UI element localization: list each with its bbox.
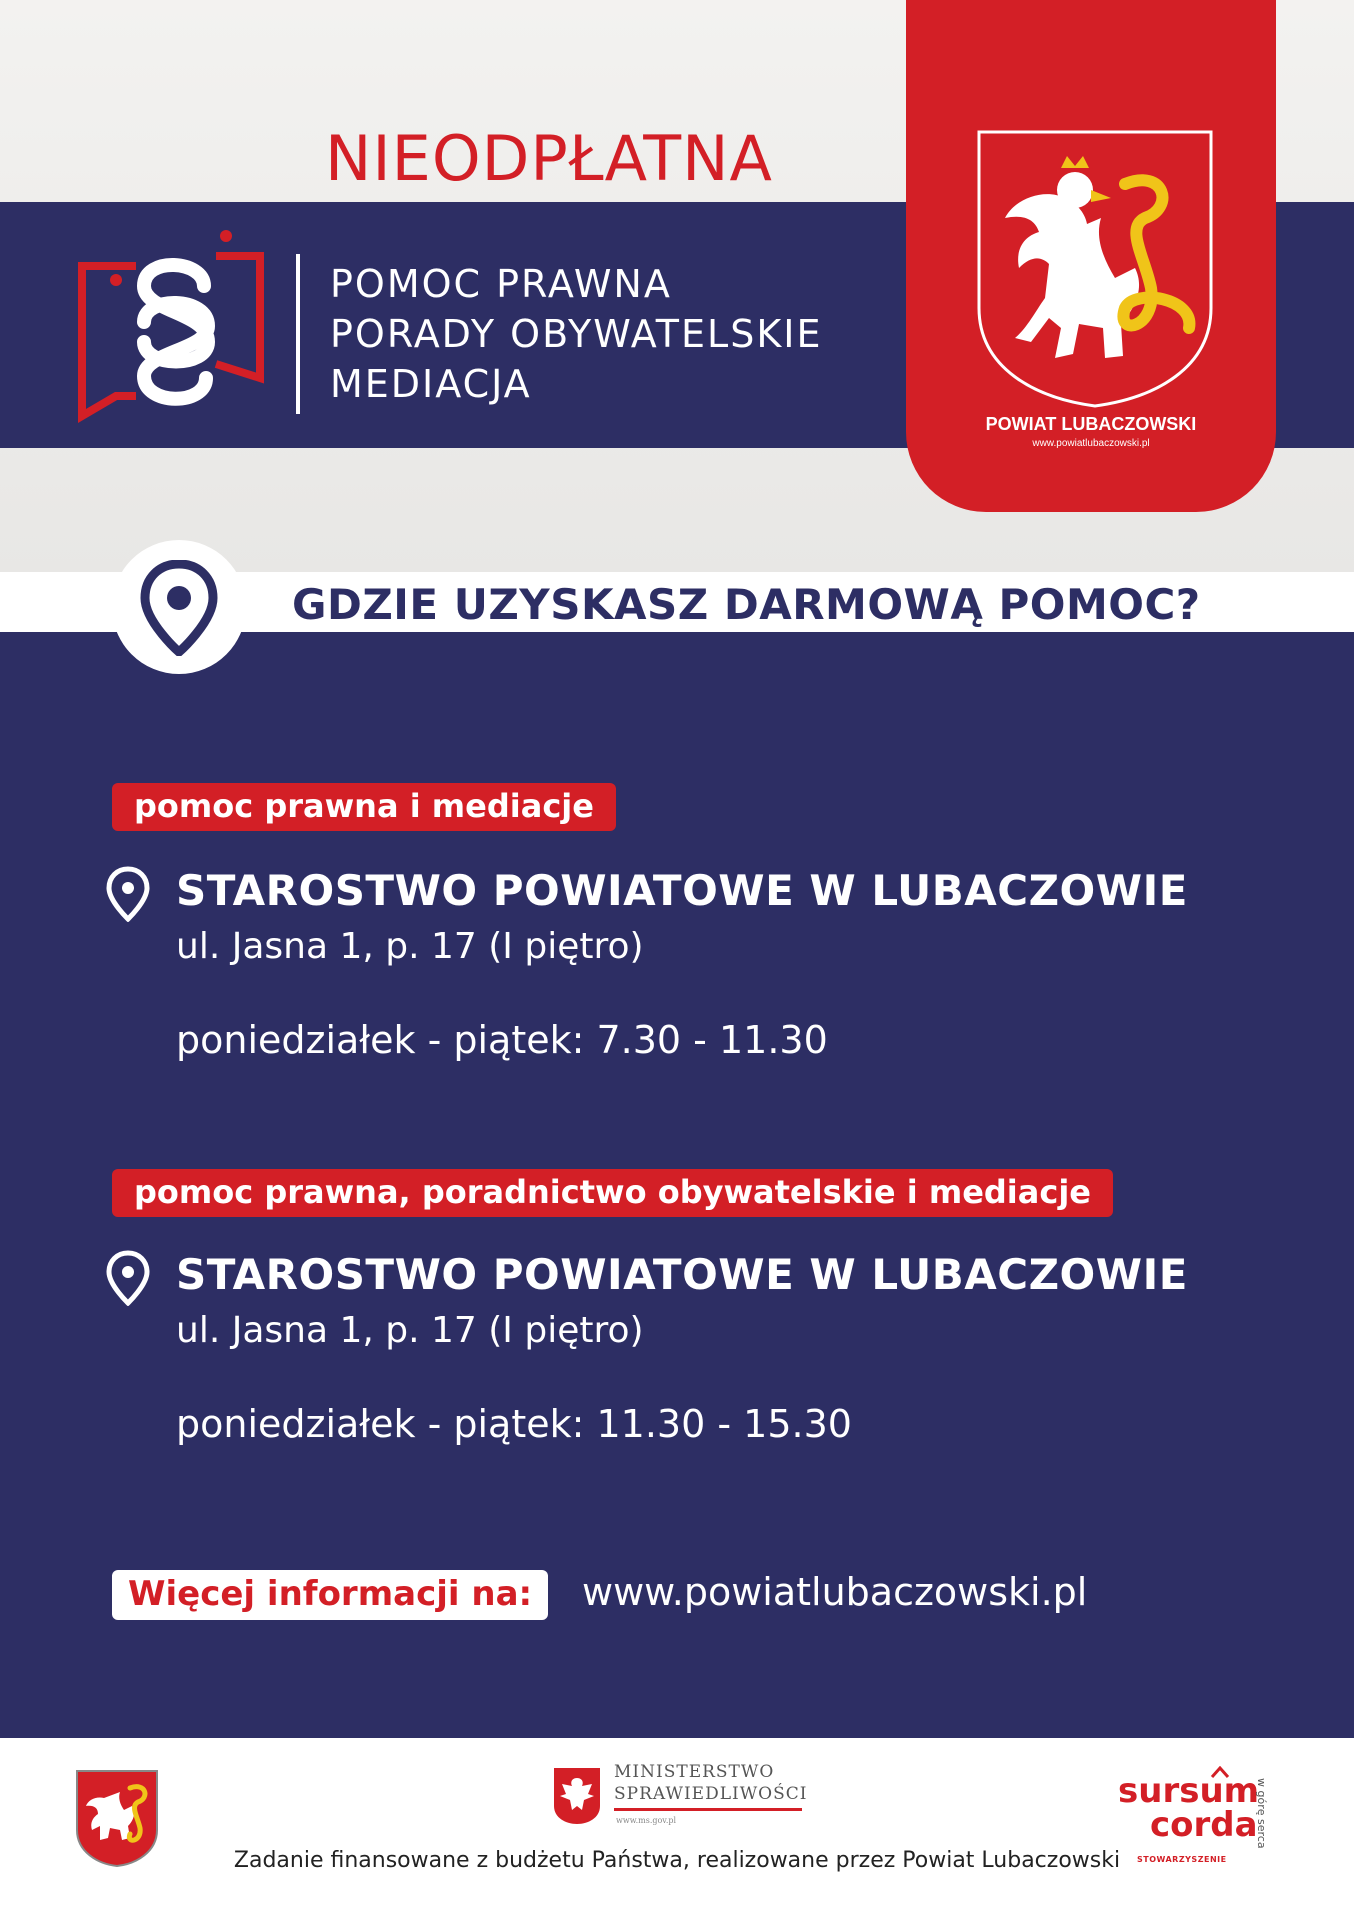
office-hours: poniedziałek - piątek: 11.30 - 15.30 bbox=[176, 1402, 852, 1446]
funding-statement: Zadanie finansowane z budżetu Państwa, realizowane przez Powiat Lubaczowski bbox=[233, 1848, 1121, 1873]
service-civic-advice: PORADY OBYWATELSKIE bbox=[330, 312, 823, 356]
partner-logo-word2: corda bbox=[1150, 1805, 1258, 1845]
partner-logo-tagline: w górę serca bbox=[1255, 1778, 1268, 1849]
office-hours: poniedziałek - piątek: 7.30 - 11.30 bbox=[176, 1018, 828, 1062]
ministry-name-line1: MINISTERSTWO bbox=[614, 1762, 775, 1782]
more-info-link[interactable]: www.powiatlubaczowski.pl bbox=[582, 1570, 1088, 1614]
service-badge: pomoc prawna i mediacje bbox=[112, 783, 616, 831]
office-address: ul. Jasna 1, p. 17 (I piętro) bbox=[176, 1310, 644, 1351]
location-pin-icon bbox=[106, 866, 150, 922]
map-pin-icon bbox=[139, 560, 219, 656]
service-badge: pomoc prawna, poradnictwo obywatelskie i mediacje bbox=[112, 1169, 1113, 1217]
ministry-underline bbox=[614, 1808, 802, 1811]
more-info-label: Więcej informacji na: bbox=[112, 1570, 548, 1620]
location-circle bbox=[112, 540, 246, 674]
county-card bbox=[906, 0, 1276, 512]
office-address: ul. Jasna 1, p. 17 (I piętro) bbox=[176, 926, 644, 967]
header-divider bbox=[296, 254, 300, 414]
ministry-website: www.ms.gov.pl bbox=[616, 1816, 677, 1825]
office-name: STAROSTWO POWIATOWE W LUBACZOWIE bbox=[176, 1250, 1188, 1299]
partner-logo-word1: sursum bbox=[1118, 1771, 1260, 1811]
header-title: NIEODPŁATNA bbox=[325, 122, 773, 195]
question-heading: GDZIE UZYSKASZ DARMOWĄ POMOC? bbox=[292, 580, 1201, 629]
service-mediation: MEDIACJA bbox=[330, 362, 532, 406]
county-coat-of-arms-icon bbox=[975, 128, 1215, 410]
paragraph-logo-icon bbox=[76, 226, 266, 426]
office-name: STAROSTWO POWIATOWE W LUBACZOWIE bbox=[176, 866, 1188, 915]
ministry-name-line2: SPRAWIEDLIWOŚCI bbox=[614, 1784, 808, 1804]
location-pin-icon bbox=[106, 1250, 150, 1306]
polish-eagle-emblem-icon bbox=[552, 1766, 602, 1826]
service-legal-aid: POMOC PRAWNA bbox=[330, 262, 672, 306]
county-name: POWIAT LUBACZOWSKI bbox=[985, 414, 1197, 434]
partner-logo-subtitle: STOWARZYSZENIE bbox=[1137, 1855, 1227, 1864]
county-website: www.powiatlubaczowski.pl bbox=[1032, 438, 1150, 449]
